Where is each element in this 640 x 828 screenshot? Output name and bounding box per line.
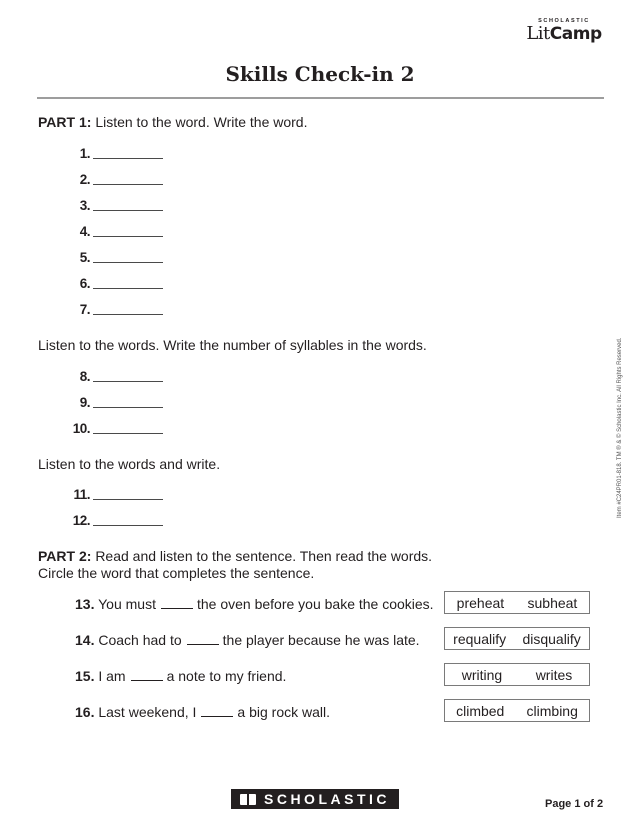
part1-instruction-text: Listen to the word. Write the word. xyxy=(95,114,308,130)
sentence-blank xyxy=(131,670,163,681)
scholastic-footer-logo xyxy=(231,789,399,809)
answer-item-2 xyxy=(60,172,90,187)
question-13 xyxy=(75,596,434,612)
question-number: 16. xyxy=(75,704,95,720)
part2-instruction-line2: Circle the word that completes the sentence. xyxy=(38,565,315,581)
sentence-blank xyxy=(161,598,193,609)
choice-option[interactable]: writes xyxy=(535,666,573,683)
part2-label: PART 2: xyxy=(38,548,92,564)
part2-instruction-line1: Read and listen to the sentence. Then read the words. xyxy=(95,548,433,564)
choice-option[interactable]: requalify xyxy=(453,630,507,647)
part2-instruction xyxy=(38,548,432,582)
answer-blank[interactable] xyxy=(93,236,163,237)
answer-blank[interactable] xyxy=(93,525,163,526)
answer-item-11 xyxy=(60,487,90,502)
logo-product-name xyxy=(524,25,604,43)
item-number: 2. xyxy=(79,172,90,187)
open-book-icon xyxy=(240,794,256,805)
answer-blank[interactable] xyxy=(93,262,163,263)
syllables-instruction: Listen to the words. Write the number of syllables in the words. xyxy=(38,337,427,353)
sentence-end: a big rock wall. xyxy=(237,704,331,720)
sentence-end: the oven before you bake the cookies. xyxy=(196,596,434,612)
question-number: 15. xyxy=(75,668,95,684)
answer-item-9 xyxy=(60,395,90,410)
title-divider xyxy=(37,97,604,99)
question-number: 13. xyxy=(75,596,95,612)
item-number: 7. xyxy=(79,302,90,317)
copyright-text: Item #C24PR01-818. TM ® & © Scholastic Inc. All Rights Reserved. xyxy=(617,337,623,518)
sentence-start: Last weekend, I xyxy=(98,704,197,720)
item-number: 10. xyxy=(72,421,90,436)
item-number: 3. xyxy=(79,198,90,213)
question-14 xyxy=(75,632,420,648)
choice-option[interactable]: disqualify xyxy=(522,630,581,647)
choice-option[interactable]: climbed xyxy=(456,702,505,719)
answer-blank[interactable] xyxy=(93,499,163,500)
item-number: 6. xyxy=(79,276,90,291)
part1-instruction xyxy=(38,114,308,131)
choice-option[interactable]: writing xyxy=(461,666,503,683)
choice-option[interactable]: subheat xyxy=(527,594,578,611)
item-number: 4. xyxy=(79,224,90,239)
answer-blank[interactable] xyxy=(93,433,163,434)
answer-item-5 xyxy=(60,250,90,265)
answer-item-4 xyxy=(60,224,90,239)
item-number: 1. xyxy=(79,146,90,161)
answer-item-3 xyxy=(60,198,90,213)
answer-blank[interactable] xyxy=(93,184,163,185)
answer-blank[interactable] xyxy=(93,407,163,408)
sentence-end: a note to my friend. xyxy=(166,668,287,684)
answer-item-8 xyxy=(60,369,90,384)
sentence-blank xyxy=(201,706,233,717)
answer-blank[interactable] xyxy=(93,381,163,382)
question-number: 14. xyxy=(75,632,95,648)
part1-label: PART 1: xyxy=(38,114,92,130)
item-number: 5. xyxy=(79,250,90,265)
answer-blank[interactable] xyxy=(93,314,163,315)
sentence-start: I am xyxy=(98,668,126,684)
choice-box-13 xyxy=(444,591,590,614)
choice-box-16 xyxy=(444,699,590,722)
logo-product-part1: Lit xyxy=(526,23,550,44)
footer-logo-text: SCHOLASTIC xyxy=(264,791,390,807)
sentence-end: the player because he was late. xyxy=(222,632,420,648)
choice-box-15 xyxy=(444,663,590,686)
sentence-start: Coach had to xyxy=(98,632,182,648)
sentence-start: You must xyxy=(98,596,156,612)
page-title: Skills Check-in 2 xyxy=(225,62,415,86)
item-number: 12. xyxy=(72,513,90,528)
answer-blank[interactable] xyxy=(93,158,163,159)
question-15 xyxy=(75,668,286,684)
item-number: 9. xyxy=(79,395,90,410)
answer-item-10 xyxy=(60,421,90,436)
item-number: 11. xyxy=(73,487,90,502)
answer-item-1 xyxy=(60,146,90,161)
answer-blank[interactable] xyxy=(93,210,163,211)
page-indicator: Page 1 of 2 xyxy=(545,798,604,810)
choice-option[interactable]: climbing xyxy=(526,702,578,719)
answer-blank[interactable] xyxy=(93,288,163,289)
logo-product-part2: Camp xyxy=(549,24,602,44)
question-16 xyxy=(75,704,330,720)
choice-option[interactable]: preheat xyxy=(456,594,505,611)
choice-box-14 xyxy=(444,627,590,650)
item-number: 8. xyxy=(79,369,90,384)
answer-item-7 xyxy=(60,302,90,317)
litcamp-logo xyxy=(524,18,604,43)
answer-item-12 xyxy=(60,513,90,528)
listen-write-instruction: Listen to the words and write. xyxy=(38,456,221,472)
answer-item-6 xyxy=(60,276,90,291)
logo-publisher-text: SCHOLASTIC xyxy=(538,18,590,24)
sentence-blank xyxy=(187,634,219,645)
